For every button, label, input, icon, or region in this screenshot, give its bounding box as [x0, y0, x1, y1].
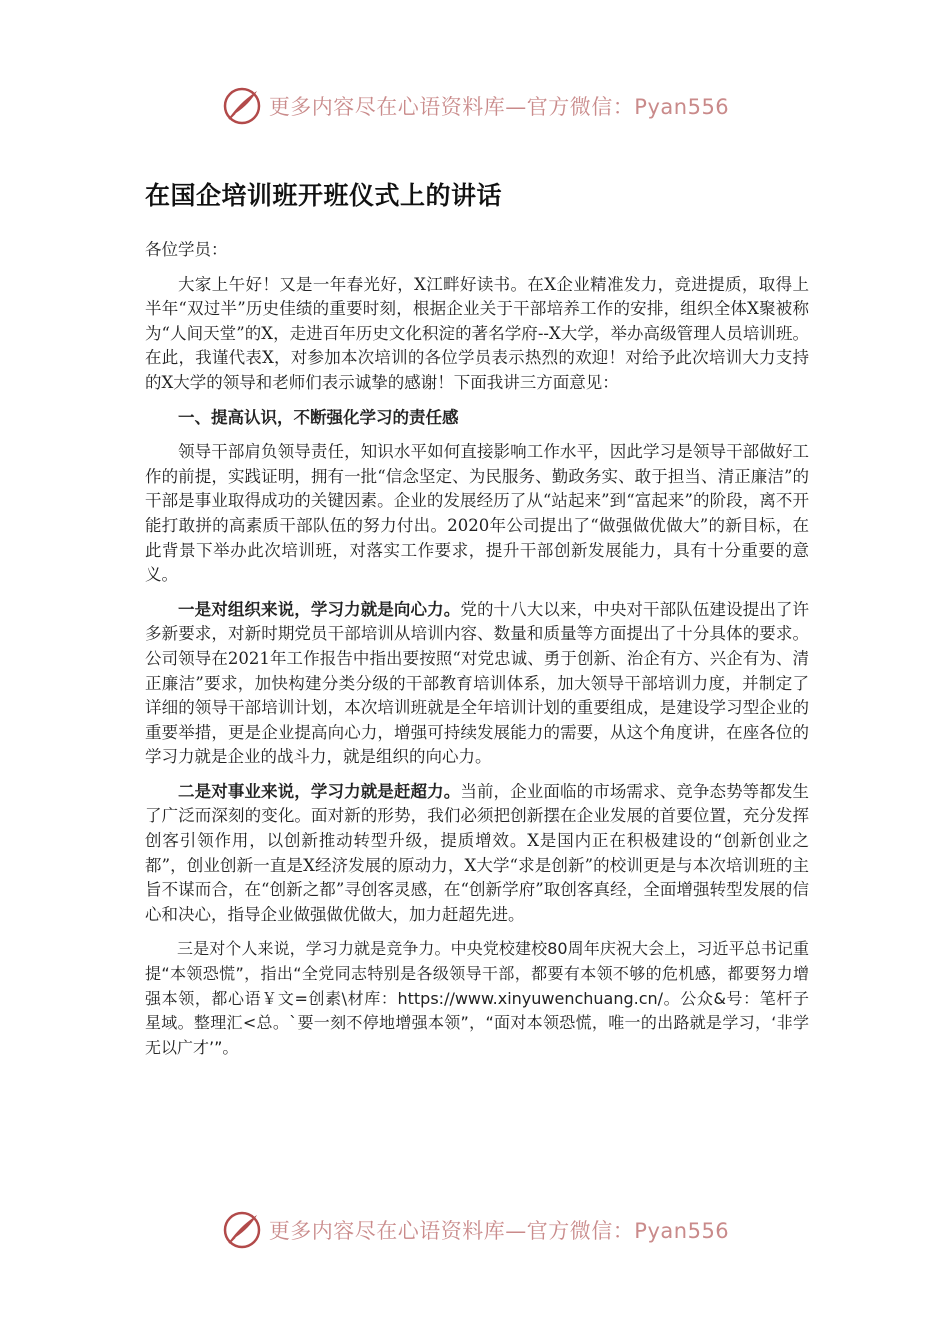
document-title: 在国企培训班开班仪式上的讲话 — [145, 181, 503, 210]
section1-heading: 一、提高认识，不断强化学习的责任感 — [178, 407, 459, 427]
point1-lead: 一是对组织来说，学习力就是向心力。 — [178, 599, 461, 619]
footer-banner — [0, 1206, 950, 1254]
section1-paragraph: 领导干部肩负领导责任，知识水平如何直接影响工作水平，因此学习是领导干部做好工作的前提，实践证明，拥有一批“信念坚定、为民服务、勤政务实、敢于担当、清正廉洁”的干部是事业取得成功的关键因素。企业的发展经历了从“站起来”到“富起来”的阶段，离不开能打敢拼的高素质干部队伍的努力付出。2020年公司提出了“做强做优做大”的新目标，在此背景下举办此次培训班，对落实工作要求，提升干部创新发展能力，具有十分重要的意义。 — [145, 442, 809, 585]
point3-paragraph: 三是对个人来说，学习力就是竞争力。中央党校建校80周年庆祝大会上，习近平总书记重提“本领恐慌”，指出“全党同志特别是各级领导干部，都要有本领不够的危机感，都要努力增强本领，都心语￥文=创素\材库：https://www.xinyuwenchuang.cn/。公众&号：笔杆子星域。整理汇<总。`要一刻不停地增强本领”，“面对本领恐慌，唯一的出路就是学习，‘非学无以广才’”。 — [145, 939, 809, 1057]
point2-lead: 二是对事业来说，学习力就是赶超力。 — [178, 781, 461, 801]
banner-text: 更多内容尽在心语资料库—官方微信：Pyan556 — [268, 1219, 730, 1243]
intro-paragraph: 大家上午好！又是一年春光好，X江畔好读书。在X企业精准发力，竞进提质，取得上半年“双过半”历史佳绩的重要时刻，根据企业关于干部培养工作的安排，组织全体X聚被称为“人间天堂”的X，走进百年历史文化积淀的著名学府--X大学，举办高级管理人员培训班。在此，我谨代表X，对参加本次培训的各位学员表示热烈的欢迎！对给予此次培训大力支持的X大学的领导和老师们表示诚挚的感谢！下面我讲三方面意见： — [145, 274, 809, 392]
quill-logo-icon — [221, 1209, 263, 1251]
greeting: 各位学员： — [145, 240, 228, 259]
banner-text: 更多内容尽在心语资料库—官方微信：Pyan556 — [268, 95, 730, 119]
header-banner — [0, 82, 950, 130]
point1-body: 党的十八大以来，中央对干部队伍建设提出了许多新要求，对新时期党员干部培训从培训内容、数量和质量等方面提出了十分具体的要求。公司领导在2021年工作报告中指出要按照“对党忠诚、勇于创新、治企有方、兴企有为、清正廉洁”要求，加快构建分类分级的干部教育培训体系，加大领导干部培训力度，并制定了详细的领导干部培训计划，本次培训班就是全年培训计划的重要组成，是建设学习型企业的重要举措，更是企业提高向心力，增强可持续发展能力的需要，从这个角度讲，在座各位的学习力就是企业的战斗力，就是组织的向心力。 — [145, 599, 810, 767]
point2-body: 当前，企业面临的市场需求、竞争态势等都发生了广泛而深刻的变化。面对新的形势，我们必须把创新摆在企业发展的首要位置，充分发挥创客引领作用，以创新推动转型升级，提质增效。X是国内正在积极建设的“创新创业之都”，创业创新一直是X经济发展的原动力，X大学“求是创新”的校训更是与本次培训班的主旨不谋而合，在“创新之都”寻创客灵感，在“创新学府”取创客真经，全面增强转型发展的信心和决心，指导企业做强做优做大，加力赶超先进。 — [145, 781, 810, 924]
point1-paragraph — [145, 598, 809, 770]
document-body — [145, 176, 809, 1070]
point2-paragraph — [145, 780, 809, 928]
quill-logo-icon — [221, 85, 263, 127]
